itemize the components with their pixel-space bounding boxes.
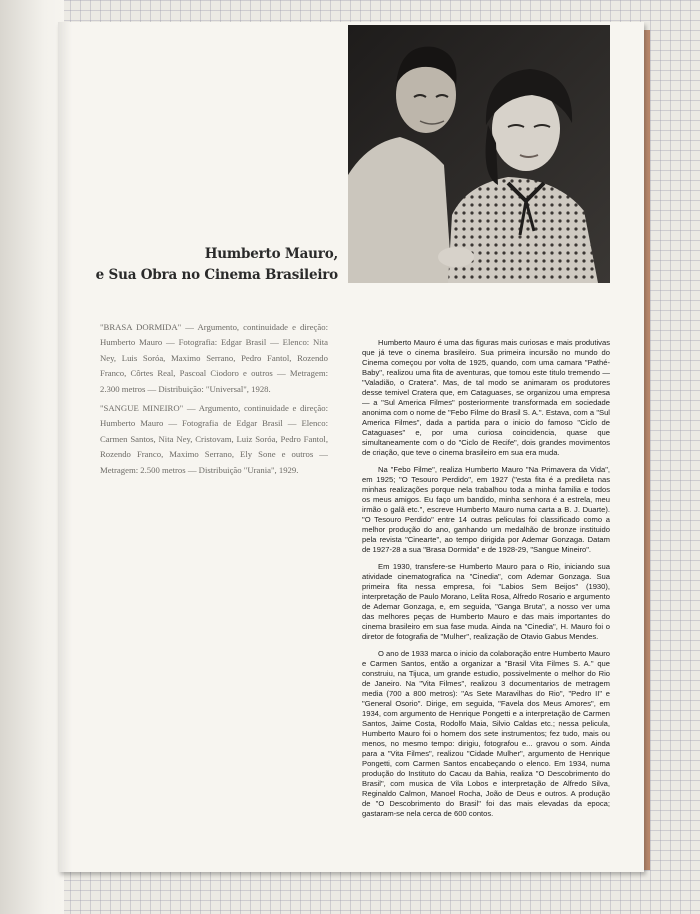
filmography-entry: "SANGUE MINEIRO" — Argumento, continuidade e direção: Humberto Mauro — Fotografia de Edgar Brasil — Elenco: Carmen Santos, Nita Ney, Cristovam, Luiz Soróa, Pedro Fantol, Rozendo Franco, Maximo Serrano, Ely Sone e outros — Metragem: 2.500 metros — Distribuição "Urania", 1929.: [100, 403, 328, 475]
book-binding-shadow: [0, 0, 64, 914]
article-body: [362, 338, 610, 826]
title-line-1: Humberto Mauro,: [204, 246, 338, 262]
film-still-illustration: [348, 25, 610, 283]
article-title: [80, 244, 338, 286]
man-sweater-shape: [348, 137, 452, 283]
page-fold-shadow: [58, 22, 72, 872]
body-paragraph: Em 1930, transfere-se Humberto Mauro para o Rio, iniciando sua atividade cinematografica na "Cinedia", com Ademar Gonzaga. Sua primeira fita nessa empresa, foi "Labios Sem Beijos" (1930), interpretação de Paulo Morano, Lelita Rosa, Alfredo Rosario e argumento de Ademar Gonzaga, e, em seguida, "Ganga Bruta", a nosso ver uma das melhores peças de Humberto Mauro e das mais importantes do cinema brasileiro em sua fase muda. Ainda na "Cinedia", H. Mauro foi o diretor de fotografia de "Mulher", realização de Otavio Gabus Mendes.: [362, 562, 610, 641]
filmography-entry: "BRASA DORMIDA" — Argumento, continuidade e direção: Humberto Mauro — Fotografia: Edgar Brasil — Elenco: Nita Ney, Luis Soróa, Maximo Serrano, Pedro Fantol, Rozendo Franco, Côrtes Real, Pascoal Ciodoro e outros — Metragem: 2.300 metros — Distribuição: "Universal", 1928.: [100, 322, 328, 394]
body-paragraph: Humberto Mauro é uma das figuras mais curiosas e mais produtivas que já teve o cinema brasileiro. Sua primeira incursão no mundo do Cinema começou por volta de 1925, quando, com uma camara "Pathé-Baby", realizou uma fita de aventuras, que tomou este titulo tremendo — "Valadião, o Cratera". Mas, de tal modo se animaram os produtores desse temivel Cratera que, em Cataguases, se organizou uma empresa — a "Sul America Filmes" posteriormente transformada em sociedade anonima com o nome de "Febo Filme do Brasil S. A.". Estava, com a "Sul America Filmes", dada a partida para o inicio do famoso "Ciclo de Cataguases" e, por uma curiosa coincidencia, quase que simultaneamente com o do "Ciclo de Recife", dois grandes movimentos de criação, que teve o cinema brasileiro em sua era muda.: [362, 338, 610, 457]
body-paragraph: O ano de 1933 marca o inicio da colaboração entre Humberto Mauro e Carmen Santos, então a organizar a "Brasil Vita Filmes S. A." que construiu, na Tijuca, um grande estudio, possivelmente o melhor do Rio de Janeiro. Na "Vita Filmes", realizou 3 documentarios de metragem media (700 a 800 metros): "As Sete Maravilhas do Rio", "Pedro II" e "General Osorio". Dirige, em seguida, "Favela dos Meus Amores", em 1934, com argumento de Henrique Pongetti e a interpretação de Carmen Santos, Jaime Costa, Rodolfo Maia, Silvio Caldas etc.; nessa pelicula, Humberto Mauro foi o homem dos sete instrumentos; fez tudo, mais ou menos, no mesmo tempo: dirigiu, fotografou e... gravou o som. Ainda para a "Vita Filmes", realizou "Cidade Mulher", argumento de Henrique Pongetti, com Carmen Santos encabeçando o elenco. Em 1934, numa produção do Instituto do Cacau da Bahia, realiza "O Descobrimento do Brasil", com musica de Vila Lobos e interpretação de Alfredo Silva, Reginaldo Calmon, Manoel Rocha, João de Deus e outros. A produção de "O Descobrimento do Brasil" foi das mais elevadas da epoca; gastaram-se nela cerca de 600 contos.: [362, 649, 610, 818]
title-line-2: e Sua Obra no Cinema Brasileiro: [95, 267, 338, 283]
film-still-photo: [348, 25, 610, 283]
filmography-column: [100, 320, 328, 482]
body-paragraph: Na "Febo Filme", realiza Humberto Mauro "Na Primavera da Vida", em 1925; "O Tesouro Perdido", em 1927 ("esta fita é a predileta nas minhas realizações porque nela trabalhou toda a minha familia e todos os meus amigos. Eu faço um bandido, minha senhora é a estrela, meu irmão o galã etc.", escreve Humberto Mauro numa carta a B. J. Duarte). "O Tesouro Perdido" entre 14 outras peliculas foi classificado como a melhor produção do ano, ganhando um medalhão de bronze instituido pela revista "Cinearte", ao tempo dirigida por Ademar Gonzaga. Datam de 1927-28 a sua "Brasa Dormida" e de 1928-29, "Sangue Mineiro".: [362, 465, 610, 554]
